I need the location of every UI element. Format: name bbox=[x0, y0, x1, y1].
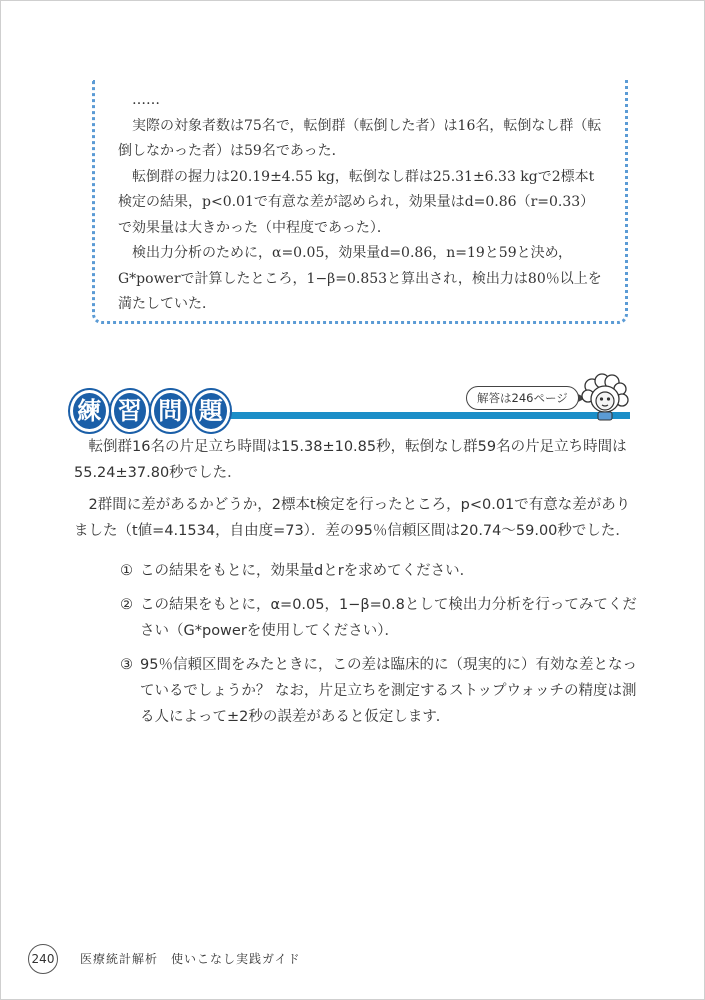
question-text: この結果をもとに，効果量dとrを求めてください． bbox=[140, 563, 475, 579]
question-number: ① bbox=[120, 563, 133, 579]
page-number: 240 bbox=[28, 944, 58, 974]
question-text: この結果をもとに，α=0.05，1−β=0.8として検出力分析を行ってみてください（G*powerを使用してください）． bbox=[140, 597, 637, 639]
question-number: ② bbox=[120, 597, 133, 613]
running-footer-title: 医療統計解析 使いこなし実践ガイド bbox=[80, 952, 301, 966]
question-text: 95％信頼区間をみたときに，この差は臨床的に（現実的に）有効な差となっているでしょうか？ なお，片足立ちを測定するストップウォッチの精度は測る人によって±2秒の誤差があると仮定します． bbox=[140, 657, 637, 725]
exercise-paragraph-2: 2群間に差があるかどうか，2標本t検定を行ったところ，p<0.01で有意な差がありました（t値=4.1534，自由度=73）．差の95％信頼区間は20.74〜59.00秒でした． bbox=[74, 497, 631, 539]
heading-rule bbox=[200, 412, 630, 419]
answer-reference-bubble: 解答は246ページ bbox=[466, 386, 579, 410]
example-paragraph-3: 検出力分析のために，α=0.05，効果量d=0.86，n=19と59と決め，G*powerで計算したところ，1−β=0.853と算出され，検出力は80％以上を満たしていた． bbox=[118, 245, 602, 312]
example-text bbox=[118, 88, 604, 318]
example-ellipsis: …… bbox=[132, 92, 160, 108]
heading-char-2: 習 bbox=[111, 390, 150, 432]
heading-char-3: 問 bbox=[151, 390, 190, 432]
sheep-mascot-icon bbox=[578, 372, 632, 422]
example-paragraph-1: 実際の対象者数は75名で，転倒群（転倒した者）は16名，転倒なし群（転倒しなかった者）は59名であった． bbox=[118, 117, 602, 159]
question-number: ③ bbox=[120, 657, 133, 673]
question-item bbox=[120, 558, 640, 584]
example-paragraph-2: 転倒群の握力は20.19±4.55 kg，転倒なし群は25.31±6.33 kgで2標本t検定の結果，p<0.01で有意な差が認められ，効果量はd=0.86（r=0.33）で効果量は大きかった（中程度であった）． bbox=[118, 168, 595, 236]
exercise-paragraph-1: 転倒群16名の片足立ち時間は15.38±10.85秒，転倒なし群59名の片足立ち時間は55.24±37.80秒でした． bbox=[74, 439, 627, 481]
exercise-heading bbox=[70, 386, 230, 430]
question-item bbox=[120, 652, 640, 730]
question-item bbox=[120, 592, 640, 644]
heading-char-4: 題 bbox=[192, 390, 231, 432]
exercise-body bbox=[74, 434, 640, 738]
question-list bbox=[120, 558, 640, 730]
heading-char-1: 練 bbox=[70, 390, 109, 432]
